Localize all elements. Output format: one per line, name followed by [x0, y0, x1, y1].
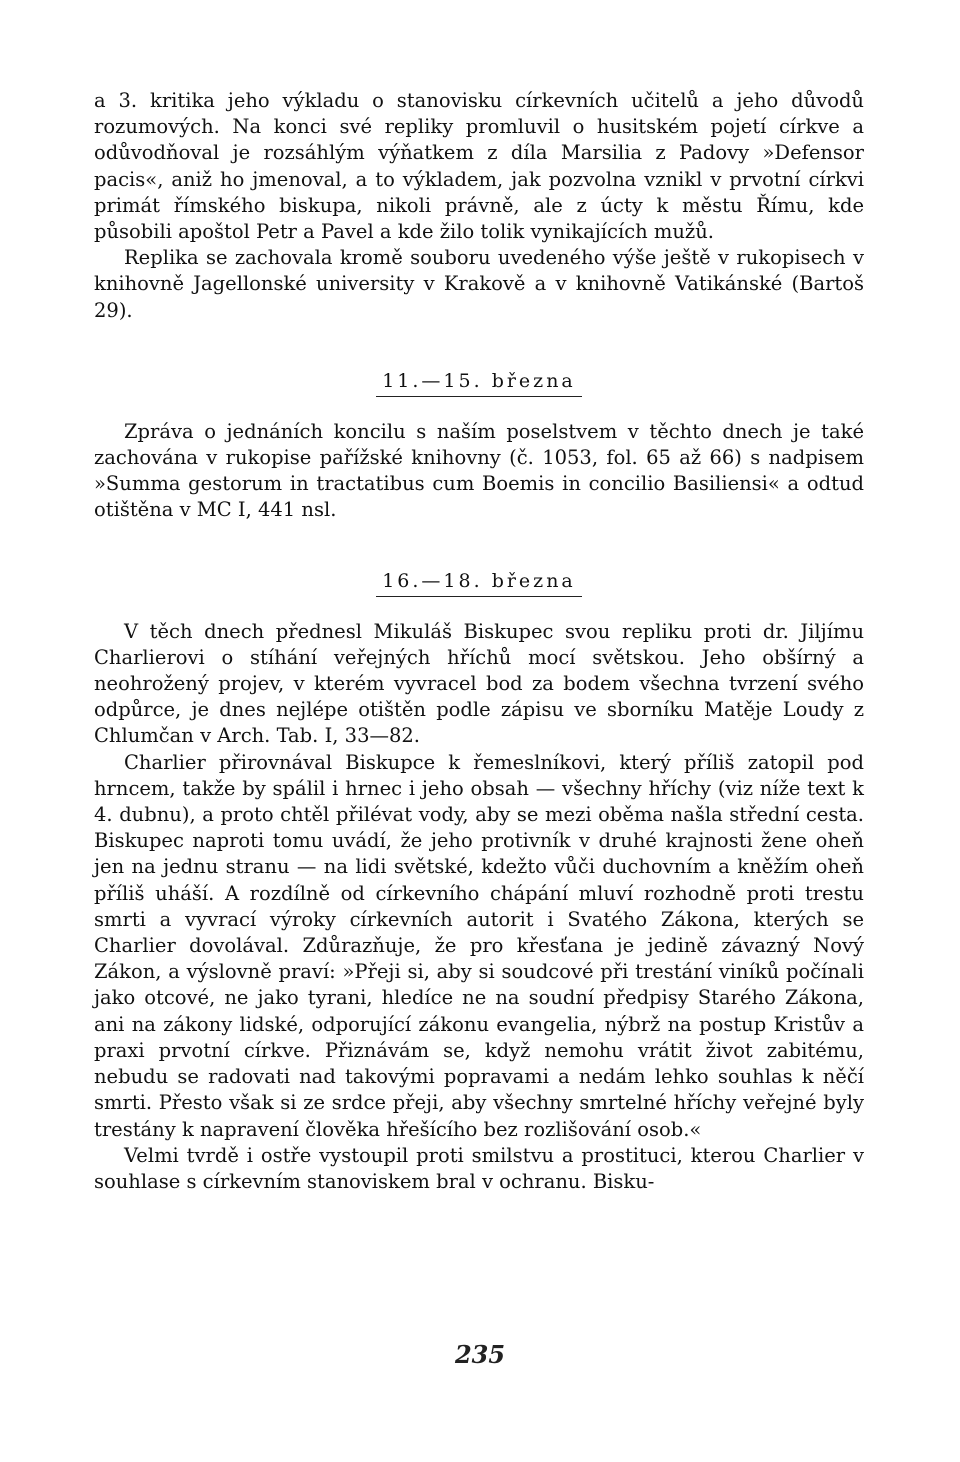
section-heading-2-label: 16.—18. března — [376, 570, 582, 597]
section2-paragraph-2: Charlier přirovnával Biskupce k řemeslníkovi, který příliš zatopil pod hrncem, takže by spálil i hrnec i jeho obsah — všechny hříchy (viz níže text k 4. dubnu), a proto chtěl přilévat vody, aby se mezi oběma našla střední cesta. Biskupec naproti tomu uvádí, že jeho protivník v druhé krajnosti žene oheň jen na jednu stranu — na lidi světské, kdežto vůči duchovním a kněžím oheň příliš uháší. A rozdílně od církevního chápání mluví rozhodně proti trestu smrti a vyvrací výroky církevních autorit i Svatého Zákona, kterých se Charlier dovolával. Zdůrazňuje, že pro křesťana je jedině závazný Nový Zákon, a výslovně praví: »Přeji si, aby si soudcové při trestání viníků počínali jako otcové, ne jako tyrani, hledíce ne na soudní předpisy Starého Zákona, ani na zákony lidské, odporující zákonu evangelia, nýbrž na postup Kristův a praxi prvotní církve. Přiznávám se, když nemohu vrátit život zabitému, nebudu se radovati nad takovými popravami a nedám lehko souhlas k něčí smrti. Přesto však si ze srdce přeji, aby všechny smrtelné hříchy veřejné byly trestány k napravení člověka hřešícího bez rozlišování osob.« — [94, 750, 864, 1141]
section2-paragraph-3: Velmi tvrdě i ostře vystoupil proti smilstvu a prostituci, kterou Charlier v souhlase s církevním stanoviskem bral v ochranu. Bisku- — [94, 1143, 864, 1193]
section-heading-1-label: 11.—15. března — [376, 370, 582, 397]
paragraph-top-1: a 3. kritika jeho výkladu o stanovisku církevních učitelů a jeho důvodů rozumových. Na konci své repliky promluvil o husitském pojetí církve a odůvodňoval je rozsáhlým výňatkem z díla Marsilia z Padovy »Defensor pacis«, aniž ho jmenoval, a to výkladem, jak pozvolna vznikl v prvotní církvi primát římského biskupa, nikoli právně, ale z úcty k městu Římu, kde působili apoštol Petr a Pavel a kde žilo tolik vynikajících mužů. — [94, 89, 864, 244]
page-number: 235 — [454, 1340, 506, 1369]
section-heading-1 — [94, 370, 864, 397]
section-heading-2 — [94, 570, 864, 597]
page-body — [94, 88, 864, 1195]
paragraph-top-2: Replika se zachovala kromě souboru uvedeného výše ještě v rukopisech v knihovně Jagellonské university v Krakově a v knihovně Vatikánské (Bartoš 29). — [94, 246, 864, 322]
section1-paragraph: Zpráva o jednáních koncilu s naším poselstvem v těchto dnech je také zachována v rukopise pařížské knihovny (č. 1053, fol. 65 až 66) s nadpisem »Summa gestorum in tractatibus cum Boemis in concilio Basiliensi« a odtud otištěna v MC I, 441 nsl. — [94, 419, 864, 522]
section2-paragraph-1: V těch dnech přednesl Mikuláš Biskupec svou repliku proti dr. Jiljímu Charlierovi o stíhání veřejných hříchů mocí světskou. Jeho obšírný a neohrožený projev, v kterém vyvracel bod za bodem všechna tvrzení svého odpůrce, je dnes nejlépe otištěn podle zápisu ve sborníku Matěje Loudy z Chlumčan v Arch. Tab. I, 33—82. — [94, 619, 864, 748]
